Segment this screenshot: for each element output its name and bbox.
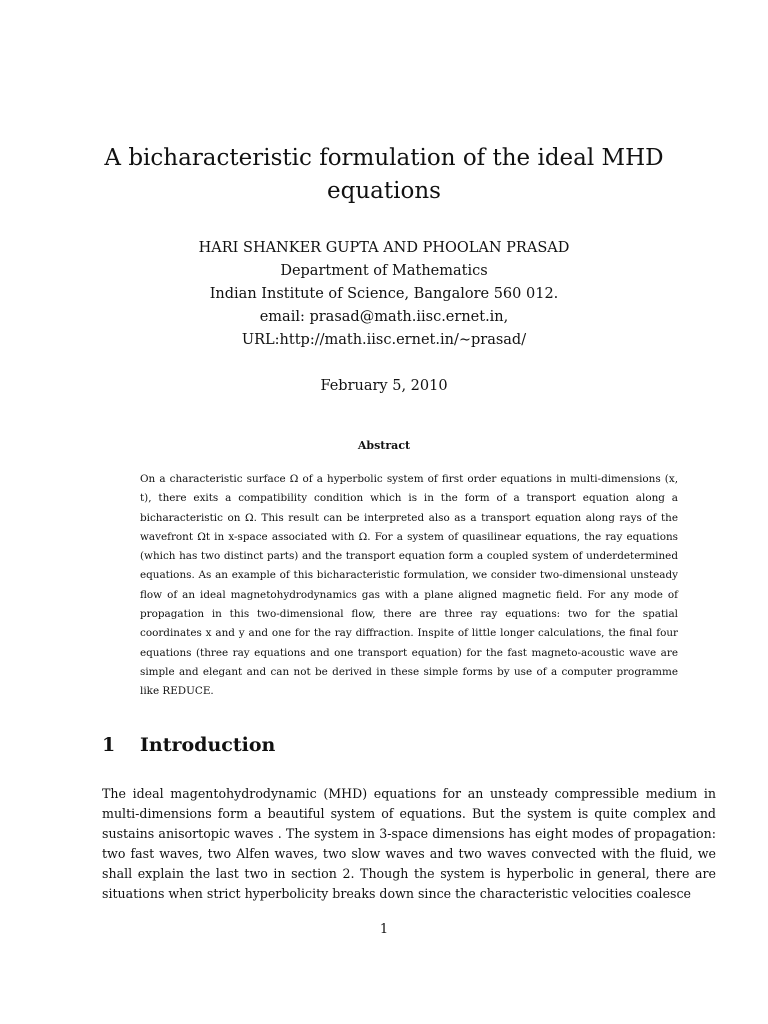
page-number: 1	[379, 922, 389, 937]
abstract-heading: Abstract	[357, 439, 411, 452]
abstract-text: On a characteristic surface Ω of a hyperbolic system of first order equations in multi-dimensions (x, t), there exits a compatibility condition which is in the form of a transport equation along a bicharacteristic on Ω. This result can be interpreted also as a transport equation along rays of the wavefront Ωt in x-space associated with Ω. For a system of quasilinear equations, the ray equations (which has two distinct parts) and the transport equation form a coupled system of underdetermined equations. As an example of this bicharacteristic formulation, we consider two-dimensional unsteady flow of an ideal magnetohydrodynamics gas with a plane aligned magnetic field. For any mode of propagation in this two-dimensional flow, there are three ray equations: two for the spatial coordinates x and y and one for the ray diffraction. Inspite of little longer calculations, the final four equations (three ray equations and one transport equation) for the fast magneto-acoustic wave are simple and elegant and can not be derived in these simple forms by use of a computer programme like REDUCE.	[140, 473, 678, 698]
section-number: 1	[102, 734, 116, 756]
section-heading	[102, 734, 275, 756]
author-email: email: prasad@math.iisc.ernet.in,	[259, 309, 509, 325]
author-block	[100, 237, 668, 352]
author-url: URL:http://math.iisc.ernet.in/∼prasad/	[241, 332, 527, 348]
institute: Indian Institute of Science, Bangalore 560 012.	[209, 286, 559, 302]
author-names: HARI SHANKER GUPTA AND PHOOLAN PRASAD	[198, 240, 570, 256]
section-title: Introduction	[140, 734, 276, 756]
paper-title: A bicharacteristic formulation of the ideal MHD equations	[104, 145, 664, 204]
department: Department of Mathematics	[280, 263, 488, 279]
paper-date: February 5, 2010	[320, 378, 448, 394]
section-body-text: The ideal magentohydrodynamic (MHD) equations for an unsteady compressible medium in multi-dimensions form a beautiful system of equations. But the system is quite complex and sustains anisortopic waves . The system in 3-space dimensions has eight modes of propagation: two fast waves, two Alfen waves, two slow waves and two waves convected with the fluid, we shall explain the last two in section 2. Though the system is hyperbolic in general, there are situations when strict hyperbolicity breaks down since the characteristic velocities coalesce	[102, 786, 716, 901]
